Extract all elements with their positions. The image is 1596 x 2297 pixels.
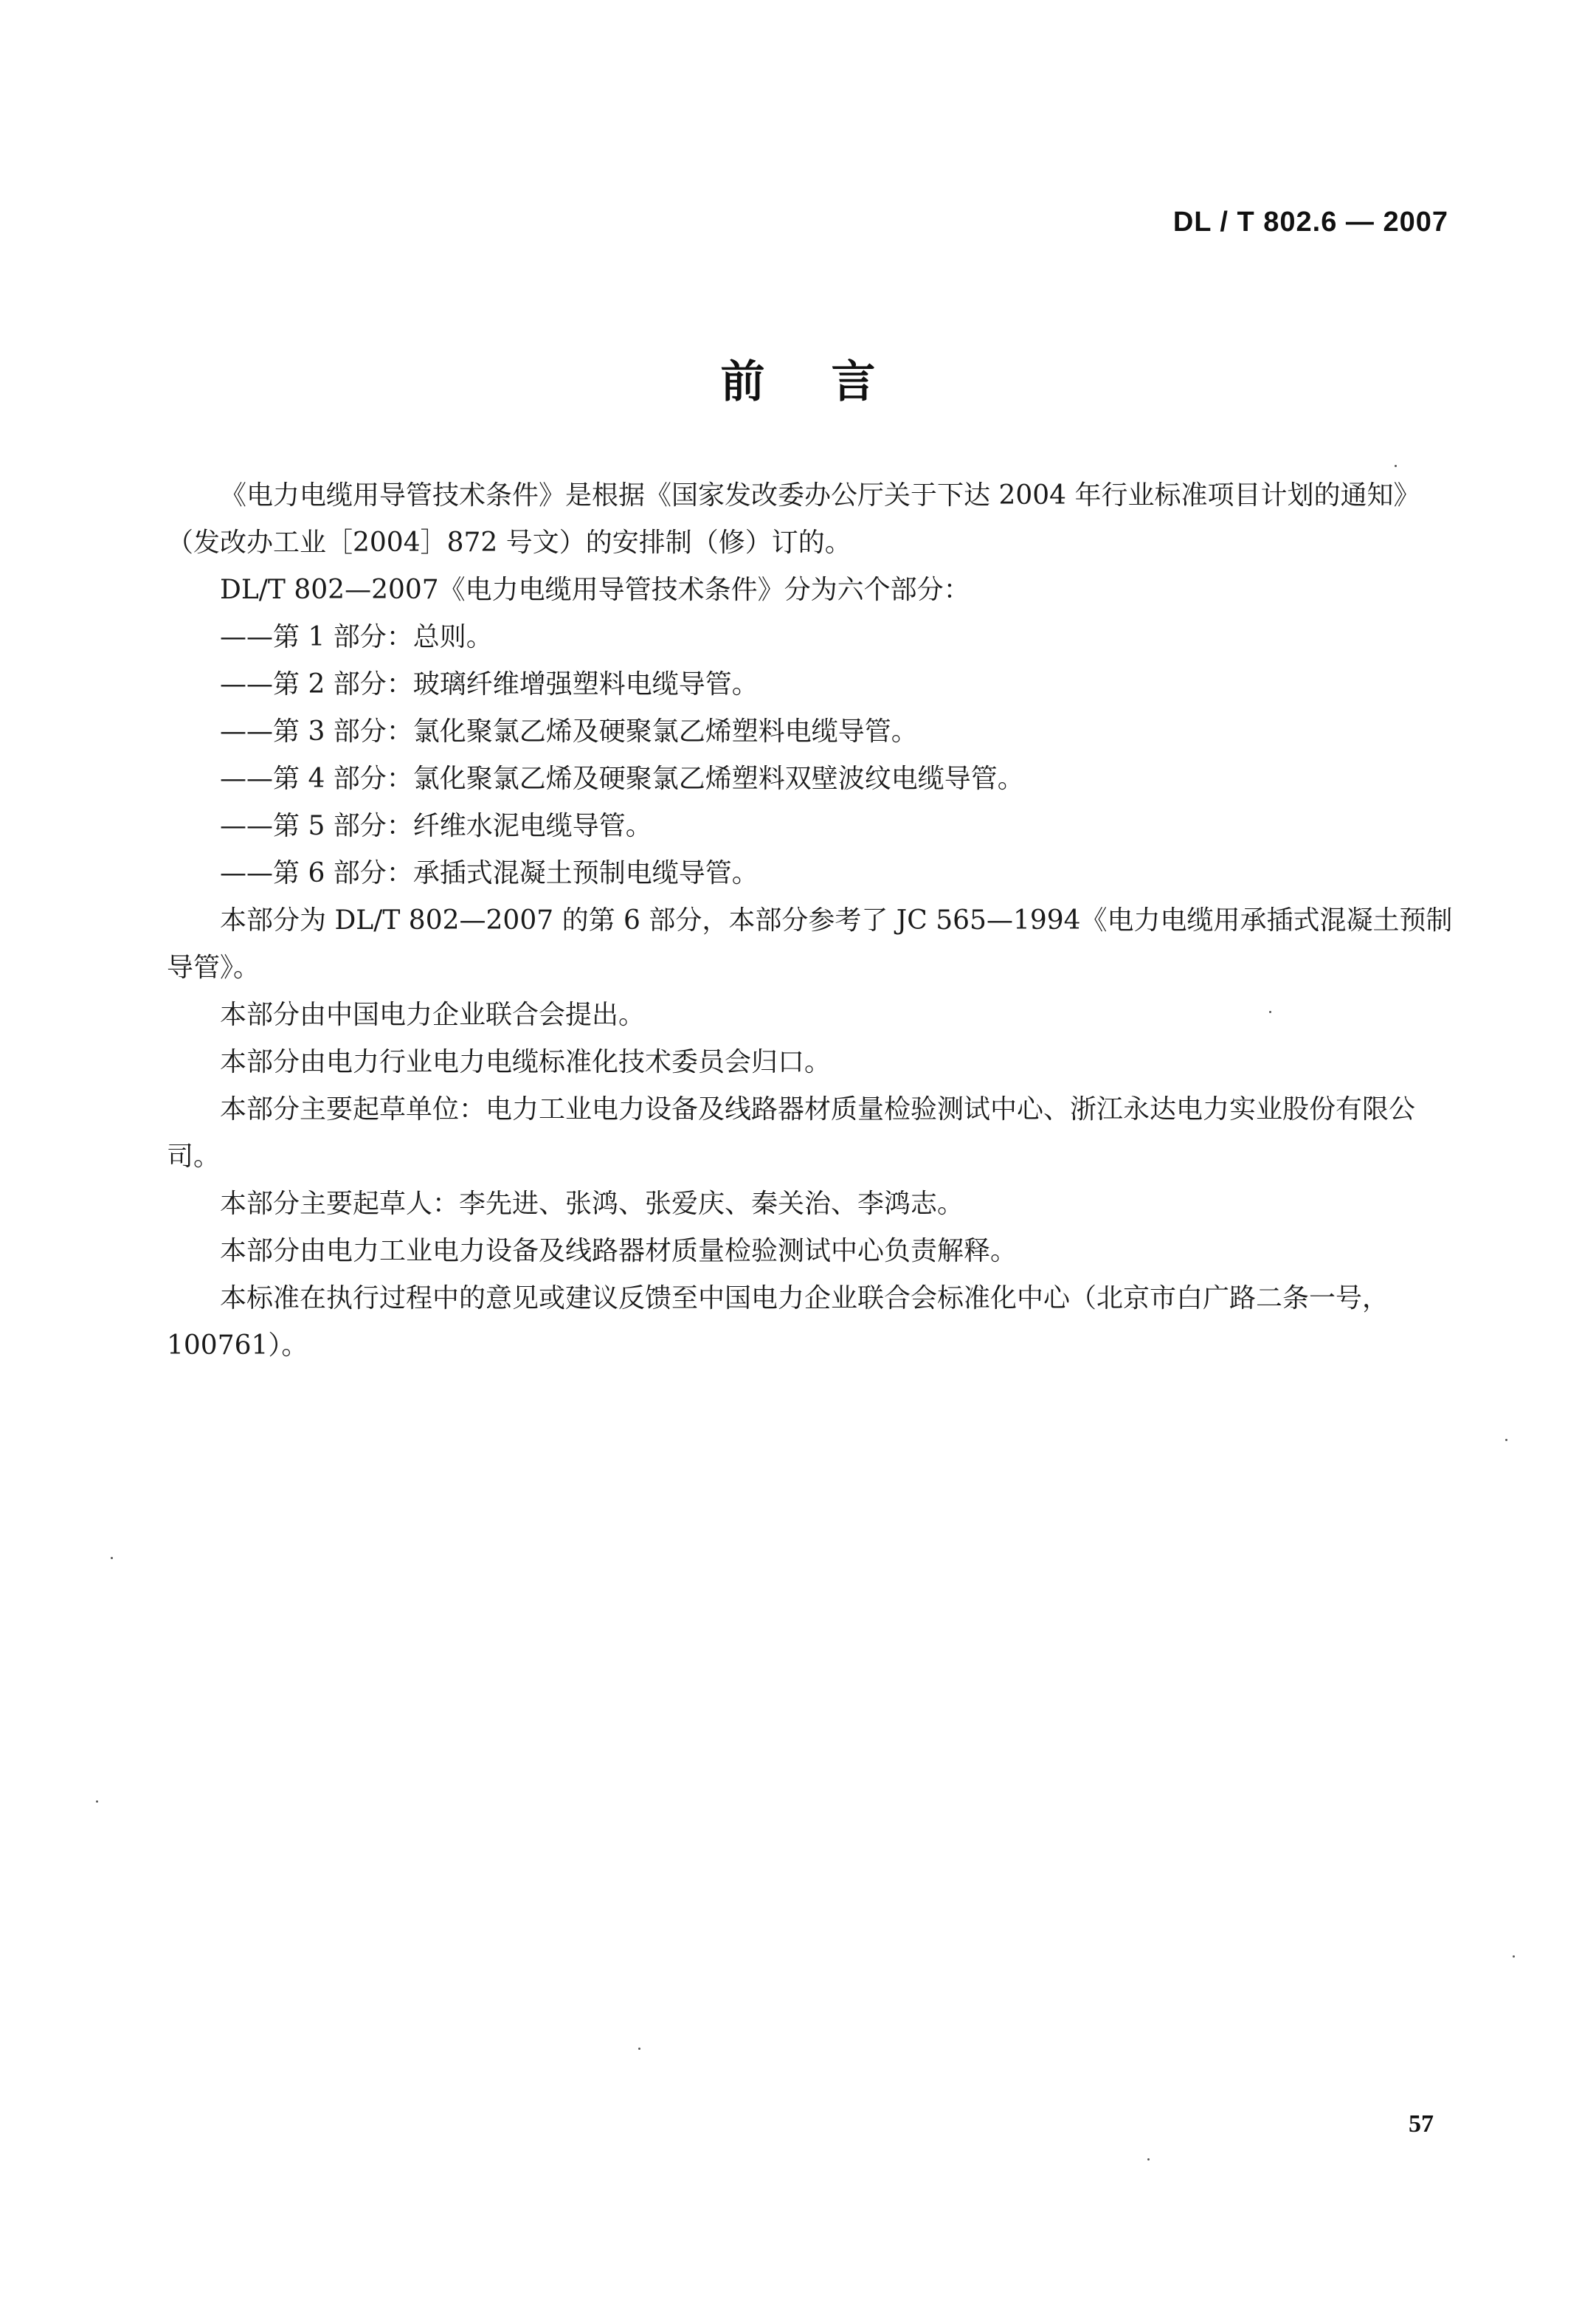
paragraph-parts-intro: DL/T 802—2007《电力电缆用导管技术条件》分为六个部分： [220,575,970,605]
scan-speck [638,2048,640,2050]
part-list-item: ——第 1 部分：总则。 [220,622,493,652]
part-list-item: ——第 2 部分：玻璃纤维增强塑料电缆导管。 [220,669,759,700]
paragraph-administrator: 本部分由电力行业电力电缆标准化技术委员会归口。 [220,1047,832,1077]
part-list-item: ——第 6 部分：承插式混凝土预制电缆导管。 [220,858,759,888]
page-number: 57 [1409,2110,1434,2138]
section-title: 前言 [720,356,942,408]
part-list-item: ——第 5 部分：纤维水泥电缆导管。 [220,811,652,841]
paragraph-proposer: 本部分由中国电力企业联合会提出。 [220,1000,646,1030]
paragraph-feedback: 本标准在执行过程中的意见或建议反馈至中国电力企业联合会标准化中心（北京市白广路二条一号，100761）。 [167,1283,1389,1361]
paragraph-interpretation: 本部分由电力工业电力设备及线路器材质量检验测试中心负责解释。 [220,1236,1018,1266]
part-list-item: ——第 3 部分：氯化聚氯乙烯及硬聚氯乙烯塑料电缆导管。 [220,716,918,747]
paragraph-reference: 本部分为 DL/T 802—2007 的第 6 部分，本部分参考了 JC 565—1994《电力电缆用承插式混凝土预制导管》。 [167,905,1453,983]
paragraph-drafting-units: 本部分主要起草单位：电力工业电力设备及线路器材质量检验测试中心、浙江永达电力实业股份有限公司。 [167,1094,1416,1172]
paragraph-origin: 《电力电缆用导管技术条件》是根据《国家发改委办公厅关于下达 2004 年行业标准项目计划的通知》（发改办工业［2004］872 号文）的安排制（修）订的。 [167,480,1420,558]
scan-speck [111,1557,113,1559]
scan-speck [1147,2158,1150,2160]
paragraph-drafters: 本部分主要起草人：李先进、张鸿、张爱庆、秦关治、李鸿志。 [220,1189,964,1219]
scan-speck [1269,1011,1271,1013]
foreword-body [167,472,1458,1369]
scan-speck [1395,465,1397,467]
document-code: DL / T 802.6 — 2007 [1172,207,1448,238]
part-list-item: ——第 4 部分：氯化聚氯乙烯及硬聚氯乙烯塑料双壁波纹电缆导管。 [220,764,1024,794]
scan-speck [96,1800,98,1803]
scan-speck [1513,1955,1515,1958]
scan-speck [1505,1439,1507,1441]
